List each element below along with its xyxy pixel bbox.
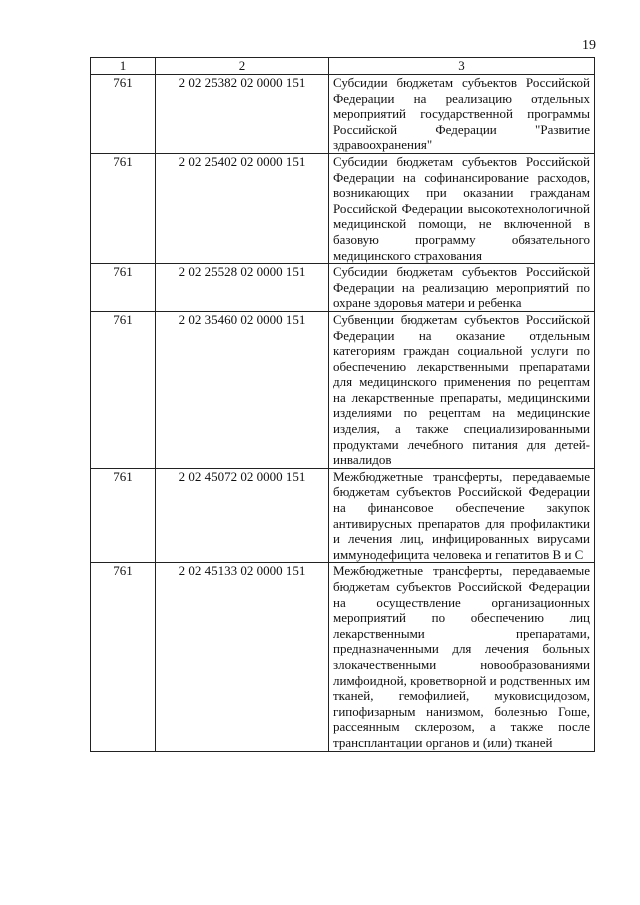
- header-column-1: 1: [91, 58, 156, 75]
- header-column-3: 3: [329, 58, 595, 75]
- table-header-row: [91, 58, 595, 75]
- budget-code-cell: 2 02 25382 02 0000 151: [156, 75, 329, 154]
- header-column-2: 2: [156, 58, 329, 75]
- admin-code-cell: 761: [91, 75, 156, 154]
- admin-code-cell: 761: [91, 563, 156, 751]
- table-row: [91, 75, 595, 154]
- admin-code-cell: 761: [91, 153, 156, 263]
- admin-code-cell: 761: [91, 468, 156, 563]
- revenue-name-cell: Межбюджетные трансферты, передаваемые бюджетам субъектов Российской Федерации на осуществление организационных мероприятий по обеспечению лиц лекарственными препаратами, предназначенными для лечения больных злокачественными новообразованиями лимфоидной, кроветворной и родственных им тканей, гемофилией, муковисцидозом, гипофизарным нанизмом, болезнью Гоше, рассеянным склерозом, а также после трансплантации органов и (или) тканей: [329, 563, 595, 751]
- budget-code-cell: 2 02 45072 02 0000 151: [156, 468, 329, 563]
- table-row: [91, 153, 595, 263]
- revenue-name-cell: Субсидии бюджетам субъектов Российской Федерации на реализацию отдельных мероприятий государственной программы Российской Федерации "Развитие здравоохранения": [329, 75, 595, 154]
- revenue-name-cell: Субсидии бюджетам субъектов Российской Федерации на реализацию мероприятий по охране здоровья матери и ребенка: [329, 264, 595, 312]
- table-row: [91, 264, 595, 312]
- admin-code-cell: 761: [91, 311, 156, 468]
- budget-code-cell: 2 02 45133 02 0000 151: [156, 563, 329, 751]
- table-row: [91, 563, 595, 751]
- budget-code-cell: 2 02 25402 02 0000 151: [156, 153, 329, 263]
- budget-classification-table: [90, 57, 595, 752]
- admin-code-cell: 761: [91, 264, 156, 312]
- revenue-name-cell: Субвенции бюджетам субъектов Российской Федерации на оказание отдельным категориям граждан социальной услуги по обеспечению лекарственными препаратами для медицинского применения по рецептам на лекарственные препараты, медицинскими изделиями по рецептам на медицинские изделия, а также специализированными продуктами лечебного питания для детей-инвалидов: [329, 311, 595, 468]
- table-row: [91, 468, 595, 563]
- page-number: 19: [582, 38, 596, 53]
- budget-code-cell: 2 02 35460 02 0000 151: [156, 311, 329, 468]
- budget-code-cell: 2 02 25528 02 0000 151: [156, 264, 329, 312]
- table-row: [91, 311, 595, 468]
- revenue-name-cell: Межбюджетные трансферты, передаваемые бюджетам субъектов Российской Федерации на финансовое обеспечение закупок антивирусных препаратов для профилактики и лечения лиц, инфицированных вирусами иммунодефицита человека и гепатитов В и С: [329, 468, 595, 563]
- revenue-name-cell: Субсидии бюджетам субъектов Российской Федерации на софинансирование расходов, возникающих при оказании гражданам Российской Федерации высокотехнологичной медицинской помощи, не включенной в базовую программу обязательного медицинского страхования: [329, 153, 595, 263]
